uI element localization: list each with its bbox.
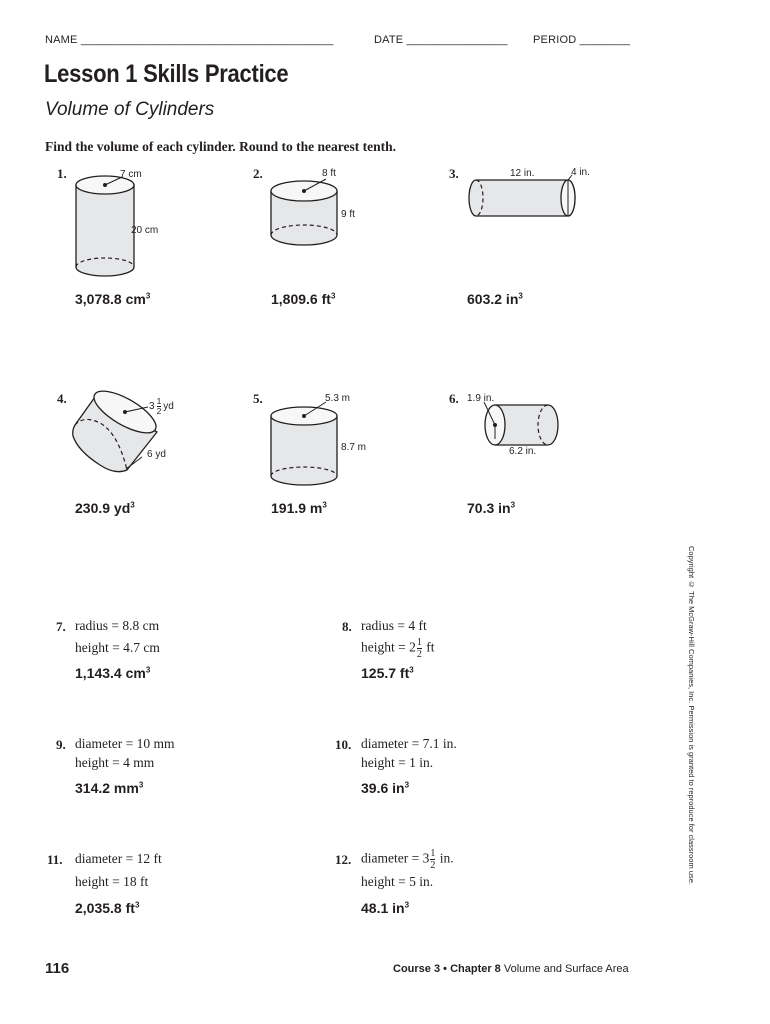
period-label: PERIOD: [533, 34, 577, 46]
problem-7-height: height = 4.7 cm: [75, 640, 160, 655]
figure-3-cylinder: [462, 178, 582, 218]
name-blank: ________________________________________: [80, 34, 334, 46]
date-label: DATE: [374, 34, 404, 46]
figure-1-height-label: 20 cm: [131, 225, 159, 236]
problem-12-height: height = 5 in.: [361, 874, 434, 889]
figure-1-number: 1.: [57, 166, 67, 181]
figure-3-length-label: 12 in.: [510, 168, 535, 179]
period-field: [533, 34, 630, 46]
problem-12-answer: 48.1 $in^3$: [361, 900, 410, 916]
problem-10-diameter: diameter = 7.1 in.: [361, 736, 457, 751]
figure-6-radius-label: 1.9 in.: [467, 393, 495, 404]
figure-6-answer: 70.3 $in^3$: [467, 500, 516, 516]
problem-11-answer: 2,035.8 $ft^3$: [75, 900, 140, 916]
date-blank: ________________: [406, 34, 508, 46]
page-subtitle: Volume of Cylinders: [45, 99, 215, 120]
figure-6-length-label: 6.2 in.: [509, 446, 537, 457]
footer-course-info: [393, 963, 629, 975]
problem-12-diameter: diameter = 3 $\frac{1}{2}$ in.: [361, 848, 454, 871]
name-field: [45, 34, 334, 46]
date-field: [374, 34, 508, 46]
figure-3-answer: 603.2 $in^3$: [467, 291, 523, 307]
figure-4-height-label: 6 yd: [147, 449, 166, 460]
figure-1-cylinder: [70, 170, 140, 285]
instructions: Find the volume of each cylinder. Round to the nearest tenth.: [45, 139, 396, 154]
figure-4-radius-label: 3 $\frac{1}{2}$ yd: [149, 396, 174, 416]
problem-9-number: 9.: [56, 737, 66, 752]
figure-5-radius-label: 5.3 m: [325, 393, 351, 404]
figure-1-radius-label: 7 cm: [120, 169, 142, 180]
figure-2-answer: 1,809.6 $ft^3$: [271, 291, 336, 307]
figure-3-number: 3.: [449, 166, 459, 181]
figure-5-answer: 191.9 $m^3$: [271, 500, 327, 516]
page-title: Lesson 1 Skills Practice: [44, 60, 289, 88]
footer-course: Course 3: [393, 963, 441, 975]
problem-9-diameter: diameter = 10 mm: [75, 736, 175, 751]
figure-5-number: 5.: [253, 391, 263, 406]
name-label: NAME: [45, 34, 78, 46]
problem-11-number: 11.: [47, 852, 63, 867]
problem-8-height: height = 2 $\frac{1}{2}$ ft: [361, 637, 435, 660]
problem-8-answer: 125.7 $ft^3$: [361, 665, 414, 681]
problem-11-diameter: diameter = 12 ft: [75, 851, 162, 866]
figure-2-radius-label: 8 ft: [322, 168, 336, 179]
footer-bullet: •: [443, 963, 447, 975]
footer-chapter-title: Volume and Surface Area: [503, 963, 629, 975]
copyright-notice: Copyright © The McGraw-Hill Companies, Inc. Permission is granted to reproduce for classroom use.: [687, 546, 696, 885]
figure-6-number: 6.: [449, 391, 459, 406]
figure-1-answer: 3,078.8 $cm^3$: [75, 291, 151, 307]
period-blank: ________: [579, 34, 631, 46]
problem-7-number: 7.: [56, 619, 66, 634]
figure-4-number: 4.: [57, 391, 67, 406]
problem-9-height: height = 4 mm: [75, 755, 155, 770]
problem-10-height: height = 1 in.: [361, 755, 434, 770]
problem-7-radius: radius = 8.8 cm: [75, 618, 160, 633]
problem-7-answer: 1,143.4 $cm^3$: [75, 665, 151, 681]
problem-10-number: 10.: [335, 737, 352, 752]
figure-5-cylinder: [266, 396, 346, 491]
problem-8-number: 8.: [342, 619, 352, 634]
figure-3-diameter-label: 4 in.: [571, 167, 590, 178]
problem-12-number: 12.: [335, 852, 352, 867]
figure-6-cylinder: [480, 404, 565, 449]
problem-9-answer: 314.2 $mm^3$: [75, 780, 144, 796]
figure-2-cylinder: [266, 175, 346, 255]
page-number: 116: [45, 960, 70, 977]
problem-10-answer: 39.6 $in^3$: [361, 780, 410, 796]
figure-5-height-label: 8.7 m: [341, 442, 367, 453]
figure-2-number: 2.: [253, 166, 263, 181]
figure-4-answer: 230.9 $yd^3$: [75, 500, 135, 516]
figure-2-height-label: 9 ft: [341, 209, 355, 220]
footer-chapter: Chapter 8: [450, 963, 501, 975]
problem-8-radius: radius = 4 ft: [361, 618, 427, 633]
problem-11-height: height = 18 ft: [75, 874, 149, 889]
